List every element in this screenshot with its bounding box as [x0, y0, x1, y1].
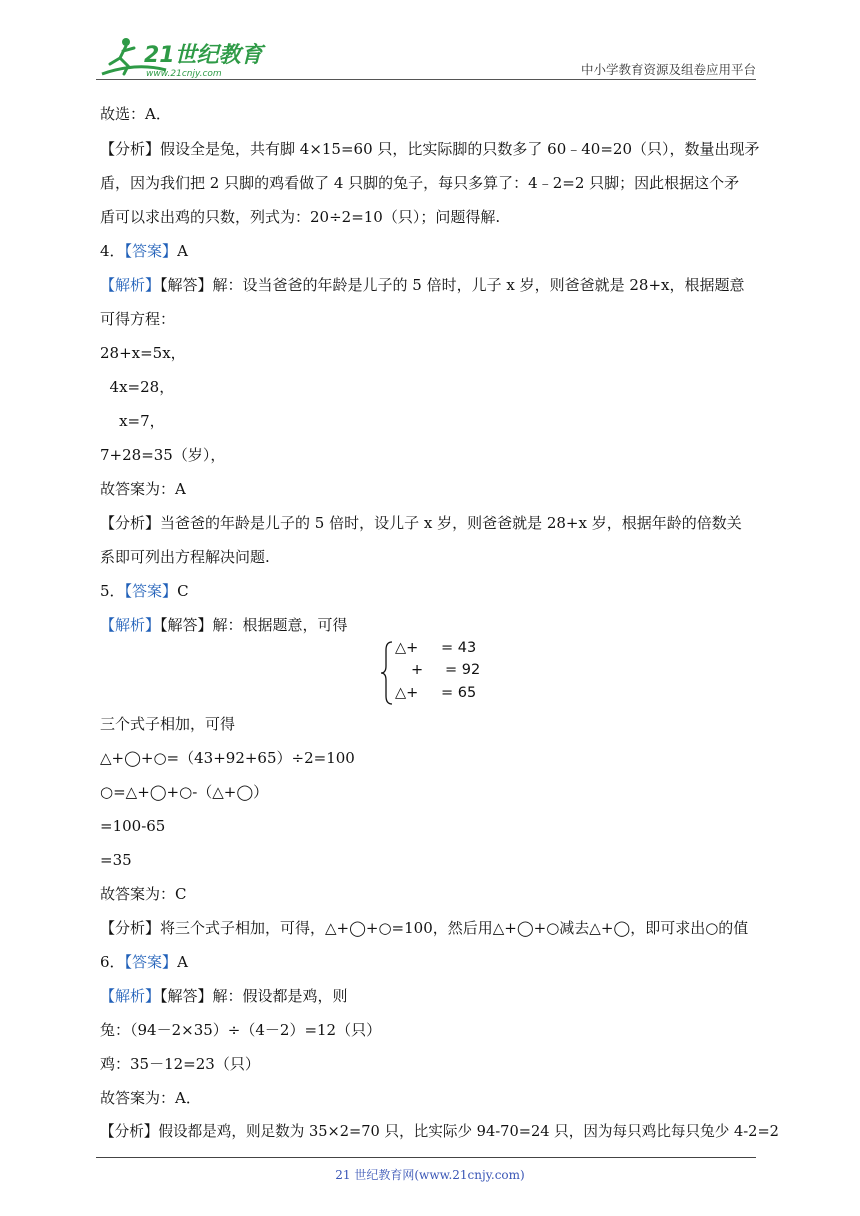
question-number: 6．	[100, 953, 125, 971]
analysis-tag: 【解析】	[100, 276, 161, 294]
left-brace-icon	[380, 640, 394, 706]
text-line: 7+28=35（岁），	[100, 446, 226, 464]
site-tagline: 中小学教育资源及组卷应用平台	[580, 62, 756, 77]
answer-value: C	[177, 582, 189, 600]
text-line: 可得方程：	[100, 310, 176, 328]
question-5-answer	[100, 581, 189, 601]
text-line: =100-65	[100, 817, 166, 835]
text-line: 【解析】【解答】解：假设都是鸡，则	[100, 987, 348, 1005]
answer-tag: 【答案】	[124, 242, 178, 260]
text-line: =35	[100, 851, 132, 869]
analysis-tag: 【解析】	[100, 616, 161, 634]
text-line: 盾可以求出鸡的只数，列式为：20÷2=10（只）；问题得解.	[100, 208, 501, 226]
text-line: 【分析】当爸爸的年龄是儿子的 5 倍时，设儿子 x 岁，则爸爸就是 28+x 岁，根据年龄的倍数关	[100, 514, 742, 532]
text-line: 故答案为：C	[100, 885, 187, 903]
equation-3-left: △+	[395, 685, 419, 701]
text-line: 【分析】将三个式子相加，可得，△+◯+○=100，然后用△+◯+○减去△+◯，即可求出○的值	[100, 919, 749, 937]
svg-text:21世纪教育: 21世纪教育	[144, 43, 263, 68]
text-line: 故答案为：A	[100, 480, 186, 498]
text-line: 【分析】假设都是鸡，则足数为 35×2=70 只，比实际少 94-70=24 只，因为每只鸡比每只兔少 4-2=2	[100, 1123, 779, 1140]
text-line: 28+x=5x，	[100, 344, 186, 362]
equation-2-left: +	[411, 662, 424, 678]
answer-value: A	[177, 242, 188, 260]
page-footer: 21 世纪教育网(www.21cnjy.com)	[335, 1168, 525, 1182]
page-header	[96, 30, 760, 82]
text-line: 兔：（94－2×35）÷（4－2）=12（只）	[100, 1021, 382, 1039]
analysis-tag: 【解析】	[100, 987, 161, 1005]
svg-text:www.21cnjy.com: www.21cnjy.com	[146, 69, 222, 79]
question-6-answer	[100, 952, 188, 972]
answer-value: A	[177, 953, 188, 971]
equation-3-right: = 65	[441, 685, 477, 701]
question-number: 5．	[100, 582, 125, 600]
text-line: ○=△+◯+○-（△+◯）	[100, 783, 269, 801]
answer-tag: 【答案】	[124, 582, 178, 600]
text-line: 4x=28，	[100, 378, 175, 396]
answer-tag: 【答案】	[124, 953, 178, 971]
text-line: 盾，因为我们把 2 只脚的鸡看做了 4 只脚的兔子，每只多算了：4﹣2=2 只脚；因此根据这个矛	[100, 174, 740, 192]
text-line: 系即可列出方程解决问题.	[100, 548, 270, 566]
text-line: 故选：A．	[100, 105, 171, 123]
question-number: 4．	[100, 242, 125, 260]
text-line: 【解析】【解答】解：根据题意，可得	[100, 616, 348, 634]
text-line: 故答案为：A．	[100, 1089, 201, 1107]
text-line: 【解析】【解答】解：设当爸爸的年龄是儿子的 5 倍时，儿子 x 岁，则爸爸就是 28+x，根据题意	[100, 276, 745, 294]
text-line: x=7，	[100, 412, 165, 430]
equation-2-right: = 92	[445, 662, 481, 678]
header-divider	[96, 79, 756, 80]
question-4-answer	[100, 241, 188, 261]
text-line: 三个式子相加，可得	[100, 715, 236, 733]
equation-system	[380, 640, 500, 706]
equation-1-right: = 43	[441, 640, 477, 656]
text-line: △+◯+○=（43+92+65）÷2=100	[100, 749, 355, 767]
site-logo	[96, 34, 266, 80]
footer-divider	[96, 1157, 756, 1158]
text-line: 鸡：35－12=23（只）	[100, 1055, 260, 1073]
equation-1-left: △+	[395, 640, 419, 656]
text-line: 【分析】假设全是兔，共有脚 4×15=60 只，比实际脚的只数多了 60﹣40=20（只），数量出现矛	[100, 140, 760, 158]
